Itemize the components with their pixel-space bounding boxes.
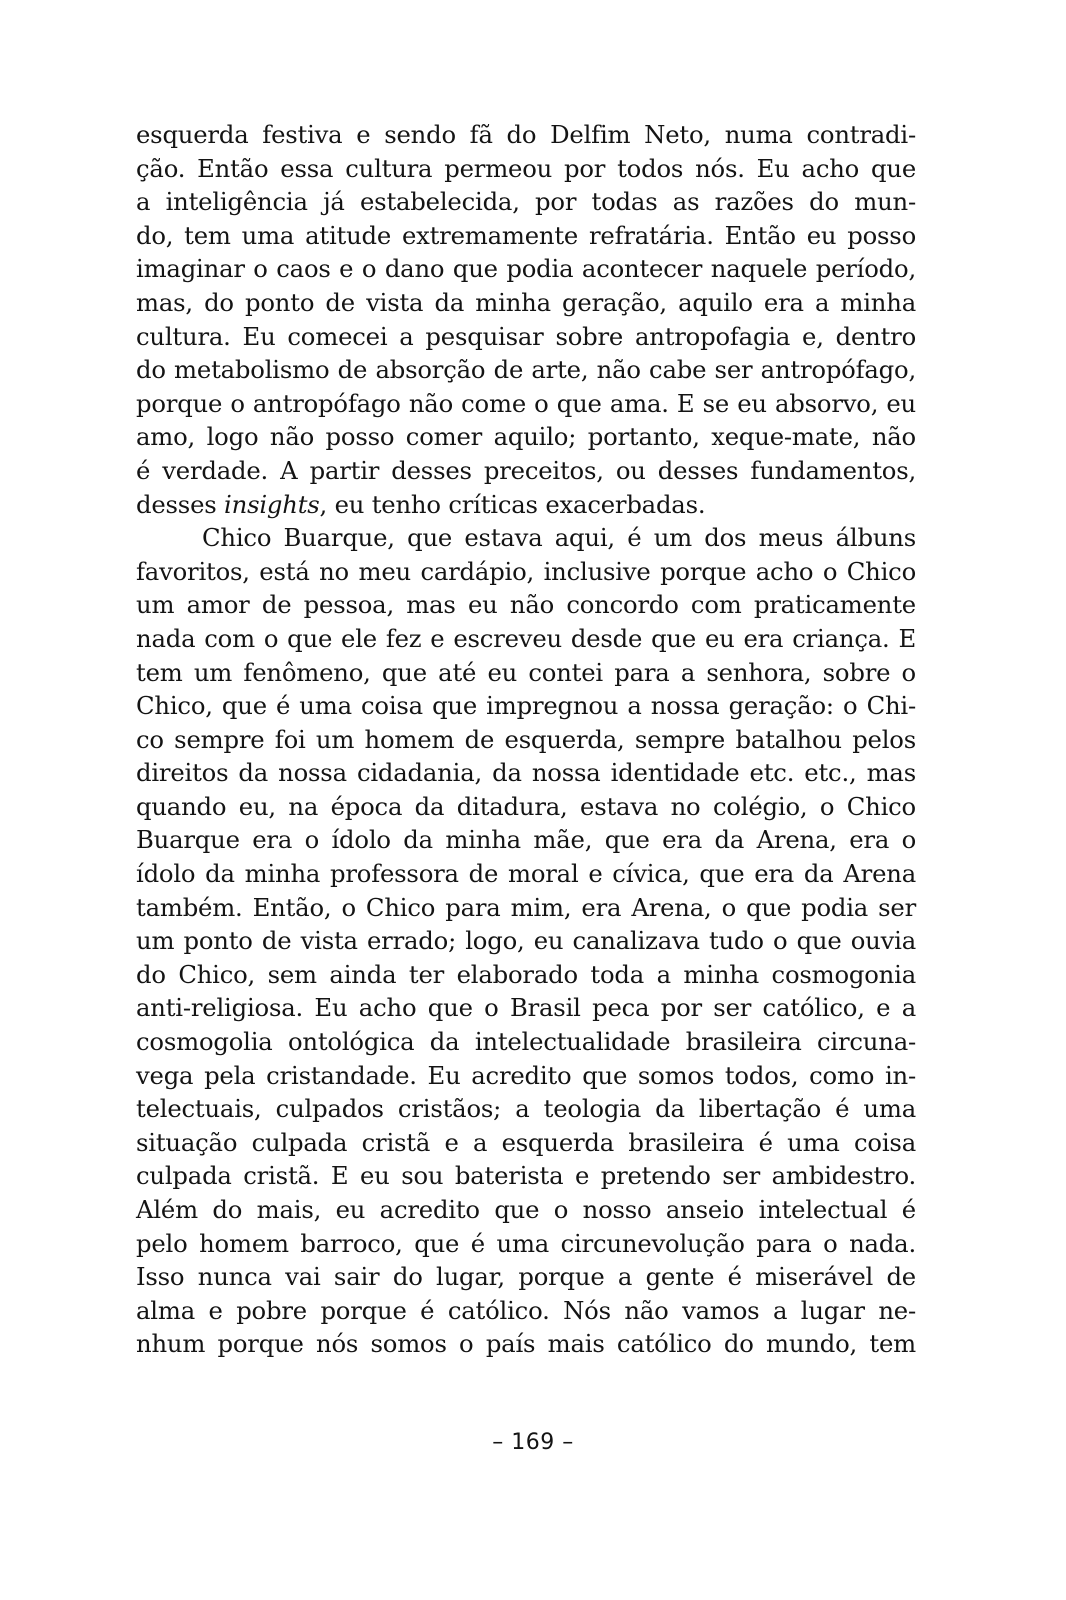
text-line: nhum porque nós somos o país mais católico do mundo, tem xyxy=(136,1329,916,1359)
text-line: favoritos, está no meu cardápio, inclusive porque acho o Chico xyxy=(136,556,916,586)
text-line: porque o antropófago não come o que ama. E se eu absorvo, eu xyxy=(136,388,916,418)
text-line-indented: Chico Buarque, que estava aqui, é um dos meus álbuns xyxy=(202,523,916,553)
text-line: Chico, que é uma coisa que impregnou a nossa geração: o Chi- xyxy=(136,691,916,721)
text-line: é verdade. A partir desses preceitos, ou desses fundamentos, xyxy=(136,455,916,485)
text-fragment: , eu tenho críticas exacerbadas. xyxy=(319,489,706,519)
text-line: pelo homem barroco, que é uma circunevolução para o nada. xyxy=(136,1228,916,1258)
text-line: imaginar o caos e o dano que podia acontecer naquele período, xyxy=(136,254,916,284)
text-line: mas, do ponto de vista da minha geração, aquilo era a minha xyxy=(136,287,916,317)
paragraph-2 xyxy=(136,521,916,1361)
text-line: co sempre foi um homem de esquerda, sempre batalhou pelos xyxy=(136,724,916,754)
text-line: um amor de pessoa, mas eu não concordo com praticamente xyxy=(136,590,916,620)
text-line-last xyxy=(136,488,916,522)
text-line: Isso nunca vai sair do lugar, porque a gente é miserável de xyxy=(136,1262,916,1292)
body-text xyxy=(136,118,916,1361)
text-line: do metabolismo de absorção de arte, não cabe ser antropófago, xyxy=(136,355,916,385)
page-number: – 169 – xyxy=(492,1430,574,1455)
text-line: Além do mais, eu acredito que o nosso anseio intelectual é xyxy=(136,1195,916,1224)
text-line: cultura. Eu comecei a pesquisar sobre antropofagia e, dentro xyxy=(136,321,916,351)
text-line: nada com o que ele fez e escreveu desde que eu era criança. E xyxy=(136,623,916,653)
text-line: tem um fenômeno, que até eu contei para a senhora, sobre o xyxy=(136,657,916,687)
paragraph-1 xyxy=(136,118,916,521)
text-line: anti-religiosa. Eu acho que o Brasil peca por ser católico, e a xyxy=(136,993,916,1023)
text-line: também. Então, o Chico para mim, era Arena, o que podia ser xyxy=(136,892,916,922)
text-line: a inteligência já estabelecida, por todas as razões do mun- xyxy=(136,187,916,217)
text-line: culpada cristã. E eu sou baterista e pretendo ser ambidestro. xyxy=(136,1161,916,1191)
text-line: cosmogolia ontológica da intelectualidade brasileira circuna- xyxy=(136,1027,916,1057)
text-line: Buarque era o ídolo da minha mãe, que era da Arena, era o xyxy=(136,825,916,855)
text-line: situação culpada cristã e a esquerda brasileira é uma coisa xyxy=(136,1127,916,1157)
text-line: do Chico, sem ainda ter elaborado toda a minha cosmogonia xyxy=(136,959,916,989)
text-line: quando eu, na época da ditadura, estava no colégio, o Chico xyxy=(136,791,916,821)
text-line: esquerda festiva e sendo fã do Delfim Neto, numa contradi- xyxy=(136,120,916,149)
text-line: direitos da nossa cidadania, da nossa identidade etc. etc., mas xyxy=(136,758,916,788)
text-line: alma e pobre porque é católico. Nós não vamos a lugar ne- xyxy=(136,1295,916,1325)
text-line: um ponto de vista errado; logo, eu canalizava tudo o que ouvia xyxy=(136,926,916,956)
text-fragment: desses xyxy=(136,489,225,519)
text-line: ídolo da minha professora de moral e cívica, que era da Arena xyxy=(136,859,916,889)
text-line: vega pela cristandade. Eu acredito que somos todos, como in- xyxy=(136,1060,916,1090)
text-line: do, tem uma atitude extremamente refratária. Então eu posso xyxy=(136,220,916,250)
text-line: ção. Então essa cultura permeou por todos nós. Eu acho que xyxy=(136,153,916,183)
italic-word: insights xyxy=(224,489,320,519)
text-line: telectuais, culpados cristãos; a teologia da libertação é uma xyxy=(136,1094,916,1124)
text-line: amo, logo não posso comer aquilo; portanto, xeque-mate, não xyxy=(136,422,916,452)
